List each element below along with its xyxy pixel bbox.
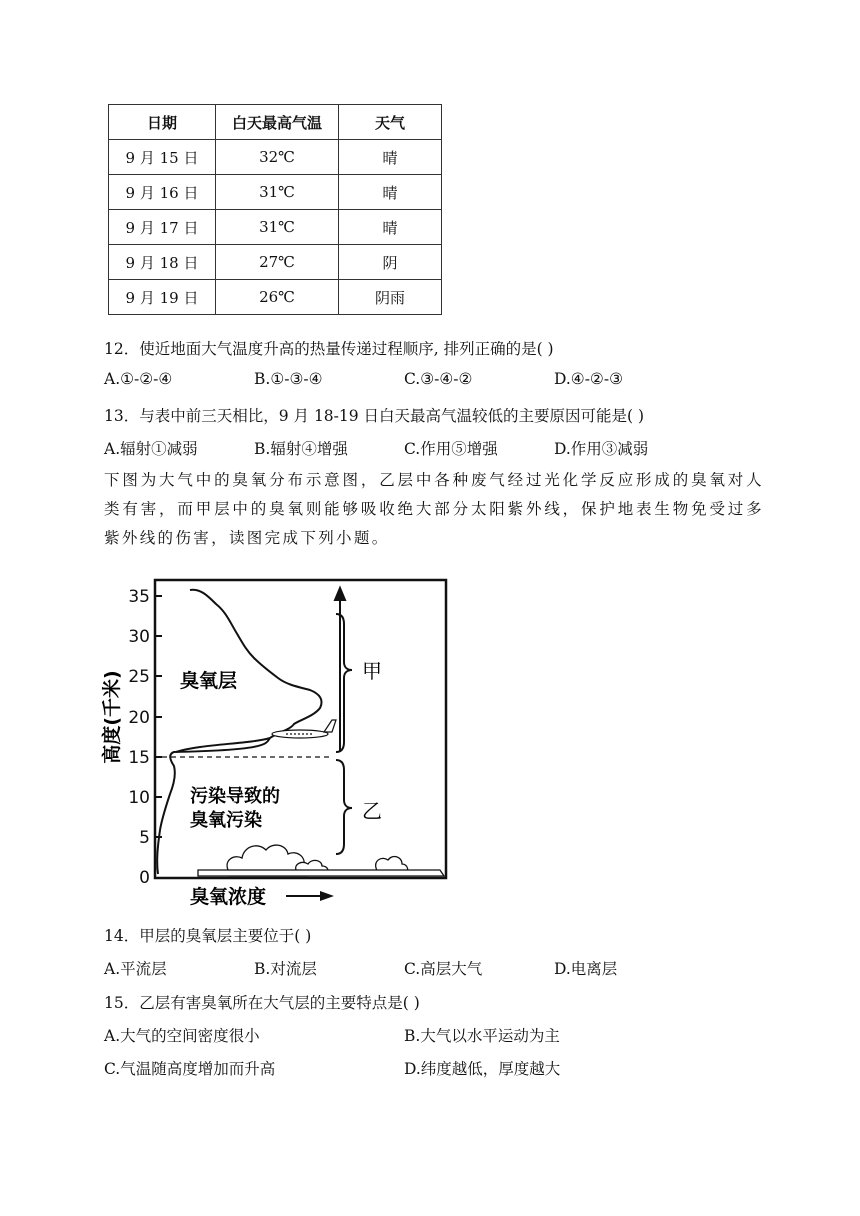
y-axis-label: 高度(千米)	[101, 670, 123, 764]
table-cell: 32℃	[216, 140, 339, 175]
table-cell: 27℃	[216, 245, 339, 280]
q13-option-a[interactable]: A.辐射①减弱	[104, 440, 198, 458]
q12-option-c[interactable]: C.③-④-②	[404, 370, 473, 388]
table-row	[109, 140, 442, 175]
table-cell: 晴	[339, 140, 442, 175]
y-tick-label: 35	[128, 587, 150, 607]
question-12-stem: 12．使近地面大气温度升高的热量传递过程顺序, 排列正确的是( )	[104, 340, 554, 358]
weather-table	[108, 104, 442, 315]
q15-option-a[interactable]: A.大气的空间密度很小	[104, 1027, 260, 1045]
y-axis	[128, 587, 162, 888]
question-15-stem: 15．乙层有害臭氧所在大气层的主要特点是( )	[104, 994, 420, 1012]
table-header-date: 日期	[109, 105, 216, 140]
y-tick-label: 10	[128, 788, 150, 808]
table-cell: 31℃	[216, 210, 339, 245]
x-axis-arrow	[286, 891, 334, 901]
ozone-distribution-figure	[100, 574, 460, 912]
q13-option-c[interactable]: C.作用⑤增强	[404, 440, 498, 458]
table-cell: 晴	[339, 175, 442, 210]
upper-layer-label: 甲	[362, 659, 382, 683]
y-tick-label: 5	[139, 828, 150, 848]
table-cell: 阴雨	[339, 280, 442, 315]
q13-option-b[interactable]: B.辐射④增强	[254, 440, 348, 458]
q15-option-d[interactable]: D.纬度越低，厚度越大	[404, 1060, 561, 1078]
ozone-layer-label: 臭氧层	[180, 670, 238, 692]
table-row	[109, 245, 442, 280]
question-14-stem: 14．甲层的臭氧层主要位于( )	[104, 927, 312, 945]
question-13-stem: 13．与表中前三天相比，9 月 18-19 日白天最高气温较低的主要原因可能是( )	[104, 407, 645, 425]
q12-option-b[interactable]: B.①-③-④	[254, 370, 323, 388]
lower-layer-label: 乙	[362, 799, 382, 823]
x-axis-label: 臭氧浓度	[190, 886, 267, 908]
airplane-icon	[272, 720, 336, 738]
pollution-label-line1: 污染导致的	[190, 786, 280, 807]
q14-option-c[interactable]: C.高层大气	[404, 960, 483, 978]
table-row	[109, 175, 442, 210]
table-cell: 晴	[339, 210, 442, 245]
y-tick-label: 25	[128, 667, 150, 687]
table-cell: 9 月 18 日	[109, 245, 216, 280]
q14-option-a[interactable]: A.平流层	[104, 960, 167, 978]
table-header-weather: 天气	[339, 105, 442, 140]
y-tick-label: 20	[128, 708, 150, 728]
table-cell: 9 月 15 日	[109, 140, 216, 175]
q14-option-d[interactable]: D.电离层	[554, 960, 618, 978]
table-header-row	[109, 105, 442, 140]
figure-frame	[155, 580, 446, 878]
y-tick-label: 15	[128, 748, 150, 768]
table-cell: 26℃	[216, 280, 339, 315]
table-cell: 31℃	[216, 175, 339, 210]
table-cell: 9 月 17 日	[109, 210, 216, 245]
table-cell: 9 月 19 日	[109, 280, 216, 315]
q15-option-c[interactable]: C.气温随高度增加而升高	[104, 1060, 276, 1078]
table-row	[109, 210, 442, 245]
pollution-label-line2: 臭氧污染	[190, 810, 262, 831]
lower-layer-bracket	[336, 760, 352, 854]
q12-option-a[interactable]: A.①-②-④	[104, 370, 173, 388]
q15-option-b[interactable]: B.大气以水平运动为主	[404, 1027, 560, 1045]
table-header-max-temp: 白天最高气温	[216, 105, 339, 140]
table-cell: 9 月 16 日	[109, 175, 216, 210]
table-cell: 阴	[339, 245, 442, 280]
q14-option-b[interactable]: B.对流层	[254, 960, 317, 978]
upper-layer-bracket	[335, 588, 352, 752]
table-row	[109, 280, 442, 315]
q13-option-d[interactable]: D.作用③减弱	[554, 440, 649, 458]
ground-line	[198, 870, 444, 876]
q12-option-d[interactable]: D.④-②-③	[554, 370, 623, 388]
figure-intro-paragraph: 下图为大气中的臭氧分布示意图，乙层中各种废气经过光化学反应形成的臭氧对人类有害，而甲层中的臭氧则能够吸收绝大部分太阳紫外线，保护地表生物免受过多紫外线的伤害，读图完成下列小题。	[104, 471, 764, 547]
y-tick-label: 30	[128, 627, 150, 647]
y-tick-label: 0	[139, 868, 150, 888]
